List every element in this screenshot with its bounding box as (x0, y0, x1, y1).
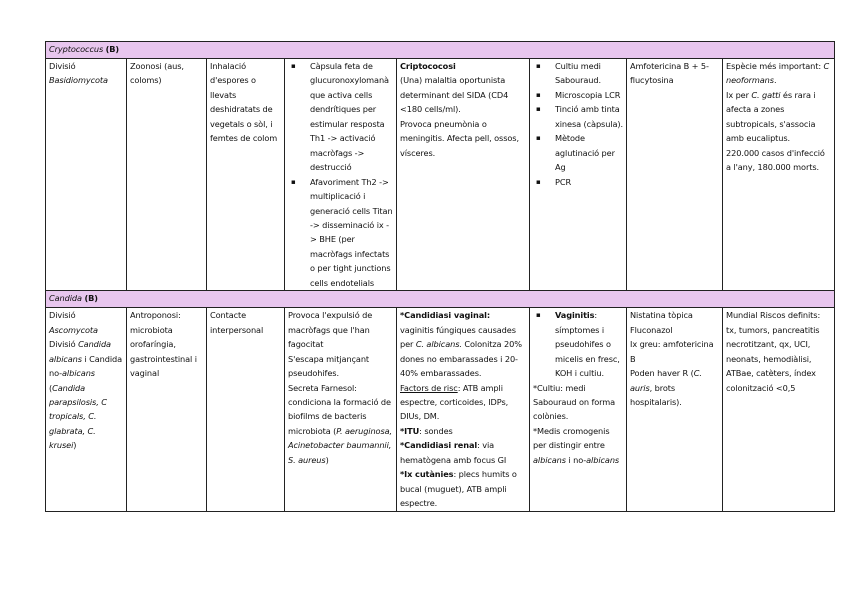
division-species: albicans (62, 368, 95, 379)
treatment-species: C. auris (630, 368, 702, 393)
cryptococcus-virulence-cell (285, 59, 397, 291)
cryptococcus-name: Cryptococcus (49, 44, 104, 54)
disease-heading: *Candidiasi renal (400, 440, 478, 451)
pathogen-table (45, 41, 835, 512)
division-text: ) (73, 440, 77, 451)
disease-text: : via hematògena amb focus GI (400, 440, 507, 465)
epi-text: 220.000 casos d'infecció a l'any, 180.000 morts. (726, 147, 825, 173)
virulence-part: ) (325, 454, 329, 465)
disease-item (400, 381, 526, 424)
disease-text: : sondes (419, 425, 453, 436)
candida-treatment-cell (627, 308, 723, 511)
candida-division-cell (46, 308, 127, 511)
list-item: ▪ Tinció amb tinta xinesa (càpsula). (533, 102, 623, 131)
virulence-part: Secreta Farnesol: condiciona la formació de biofilms de bacteris microbiota ( (288, 382, 391, 436)
candida-header-cell (46, 291, 835, 308)
diagnosis-list (533, 308, 623, 380)
treatment-text: Nistatina tòpica (630, 310, 693, 321)
division-detail (49, 337, 123, 453)
disease-heading: *Candidiasi vaginal: (400, 310, 490, 321)
diagnosis-species: albicans (586, 454, 620, 465)
disease-heading: Factors de risc (400, 382, 458, 393)
candida-disease-cell (397, 308, 530, 511)
cryptococcus-tag: (B) (105, 44, 120, 54)
virulence-list (288, 59, 393, 290)
virulence-text: Provoca l'expulsió de macròfags que l'han fagocitat (288, 310, 373, 350)
disease-item (400, 438, 526, 467)
candida-virulence-cell (285, 308, 397, 511)
list-item: ▪ Afavoriment Th2 -> multiplicació i generació cells Titan -> disseminació ix -> BHE (per macròfags infectats o per tight junctions cells endotelials (288, 175, 393, 291)
disease-item (400, 308, 526, 380)
list-item: ▪ Mètode aglutinació per Ag (533, 131, 623, 174)
treatment-text (630, 366, 719, 409)
division-text: i Candida no- (49, 353, 123, 379)
division-name: Basidiomycota (49, 75, 108, 86)
disease-text: : ATB ampli espectre, corticoides, IDPs, DIUs, DM. (400, 382, 509, 422)
candida-epidemiology-cell: Mundial Riscos definits: tx, tumors, pancreatitis necrotitzant, qx, UCI, neonats, hemodiàlisi, ATBae, catèters, índex colonització <0,5 (723, 308, 835, 511)
diagnosis-part: *Medis cromogenis per distingir entre (533, 425, 610, 451)
candida-row (46, 308, 835, 511)
candida-zoonosis-cell: Antroponosi: microbiota orofaríngia, gastrointestinal i vaginal (127, 308, 207, 511)
virulence-species: P. aeruginosa, Acinetobacter baumannii, S. aureus (288, 425, 393, 465)
disease-title: Criptococosi (400, 61, 456, 71)
cryptococcus-disease-cell (397, 59, 530, 291)
division-text: Divisió (49, 339, 79, 350)
cryptococcus-diagnosis-cell (530, 59, 627, 291)
division-name: Ascomycota (49, 324, 98, 335)
cryptococcus-header-row (46, 42, 835, 59)
list-item: ▪ Càpsula feta de glucuronoxylomanà que activa cells dendrítiques per estimular resposta Th1 -> activació macròfags -> destrucció (288, 59, 393, 175)
disease-heading: *ITU (400, 425, 420, 436)
list-item: ▪ Microscopia LCR (533, 88, 623, 102)
cryptococcus-transmission-cell: Inhalació d'espores o llevats deshidratats de vegetals o sòl, i femtes de colom (207, 59, 285, 291)
disease-item (400, 424, 526, 438)
candida-header-row (46, 291, 835, 308)
candida-name: Candida (49, 293, 82, 304)
disease-heading: *Ix cutànies (400, 469, 454, 480)
epi-text: és rara i afecta a zones subtropicals, s'associa amb eucaliptus. (726, 89, 816, 144)
cryptococcus-row (46, 59, 835, 291)
list-item: ▪ PCR (533, 175, 623, 189)
list-item: ▪ Cultiu medi Sabouraud. (533, 59, 623, 88)
cryptococcus-epidemiology-cell (723, 59, 835, 291)
treatment-text: Ix greu: amfotericina B (630, 339, 714, 364)
candida-transmission-cell: Contacte interpersonal (207, 308, 285, 511)
epi-text: Espècie més important: (726, 61, 824, 71)
division-label: Divisió (49, 310, 76, 321)
virulence-text: S'escapa mitjançant pseudohifes. (288, 353, 370, 379)
cryptococcus-division-cell (46, 59, 127, 291)
list-item (533, 308, 623, 380)
division-text: ( (49, 382, 53, 393)
candida-diagnosis-cell (530, 308, 627, 511)
cryptococcus-zoonosis-cell: Zoonosi (aus, coloms) (127, 59, 207, 291)
epi-species: C. gatti (751, 89, 781, 100)
epi-text: Ix per (726, 89, 752, 100)
treatment-part: Poden haver R ( (630, 368, 694, 379)
diagnosis-text: : símptomes i pseudohifes o micelis en fresc, KOH i cultiu. (555, 310, 620, 379)
treatment-part: , brots hospitalaris). (630, 382, 682, 407)
diagnosis-heading: Vaginitis (555, 310, 595, 321)
division-species: Candida albicans (49, 339, 111, 364)
epi-text: . (773, 75, 777, 86)
division-label: Divisió (49, 61, 76, 71)
diagnosis-text (533, 424, 623, 467)
diagnosis-species: albicans (533, 454, 566, 465)
division-species: Candida parapsilosis, C tropicals, C. glabrata, C. krusei (49, 382, 107, 451)
disease-text: Colonitza 20% dones no embarassades i 20-40% embarassades. (400, 339, 522, 379)
diagnosis-text: *Cultiu: medi Sabouraud on forma colònies. (533, 382, 616, 422)
disease-text: Provoca pneumònia o meningitis. Afecta pell, ossos, vísceres. (400, 118, 519, 158)
diagnosis-list (533, 59, 623, 189)
disease-text: : plecs humits o bucal (muguet), ATB ampli espectre. (400, 469, 517, 509)
virulence-text (288, 381, 393, 468)
cryptococcus-treatment-cell: Amfotericina B + 5-flucytosina (627, 59, 723, 291)
disease-species: C. albicans. (415, 339, 462, 350)
candida-tag: (B) (84, 293, 98, 304)
disease-text: vaginitis fúngiques causades per (400, 324, 516, 350)
diagnosis-part: i no- (565, 454, 587, 465)
treatment-text: Fluconazol (630, 324, 673, 335)
disease-text: (Una) malaltia oportunista determinant del SIDA (CD4 <180 cells/ml). (400, 75, 509, 115)
disease-item (400, 467, 526, 510)
cryptococcus-header-cell (46, 42, 835, 59)
epi-species: C neoformans (726, 61, 830, 86)
